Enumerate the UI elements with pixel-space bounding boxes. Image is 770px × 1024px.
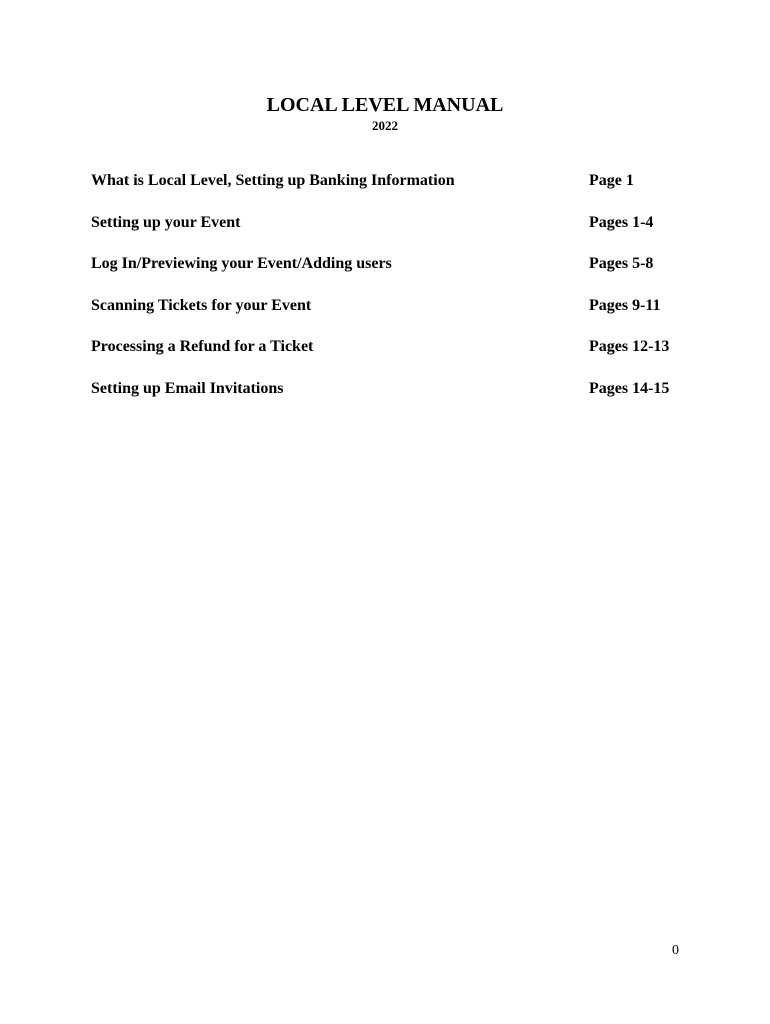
toc-pages: Pages 12-13 bbox=[589, 338, 670, 356]
toc-topic: What is Local Level, Setting up Banking Information bbox=[91, 172, 455, 189]
toc-pages: Pages 1-4 bbox=[589, 213, 654, 231]
toc-topic: Setting up your Event bbox=[91, 213, 241, 231]
toc-pages: Pages 5-8 bbox=[589, 255, 654, 273]
toc-entry-email-invitations bbox=[91, 378, 691, 420]
document-year: 2022 bbox=[372, 118, 398, 133]
toc-topic: Scanning Tickets for your Event bbox=[91, 296, 312, 314]
toc-topic: Setting up Email Invitations bbox=[91, 379, 284, 397]
toc-entry-scanning bbox=[91, 295, 691, 337]
toc-entry-event-setup bbox=[91, 212, 691, 254]
toc-entry-login bbox=[91, 253, 691, 295]
toc-pages: Pages 14-15 bbox=[589, 379, 670, 397]
document-title: LOCAL LEVEL MANUAL bbox=[266, 94, 504, 116]
toc-pages: Pages 9-11 bbox=[589, 296, 661, 314]
toc-pages: Page 1 bbox=[589, 172, 634, 189]
toc-entry-banking bbox=[91, 170, 691, 212]
toc-topic: Log In/Previewing your Event/Adding users bbox=[91, 255, 392, 273]
toc-entry-refund bbox=[91, 336, 691, 378]
table-of-contents bbox=[91, 170, 691, 420]
page-number: 0 bbox=[672, 943, 679, 958]
toc-topic: Processing a Refund for a Ticket bbox=[91, 338, 314, 356]
